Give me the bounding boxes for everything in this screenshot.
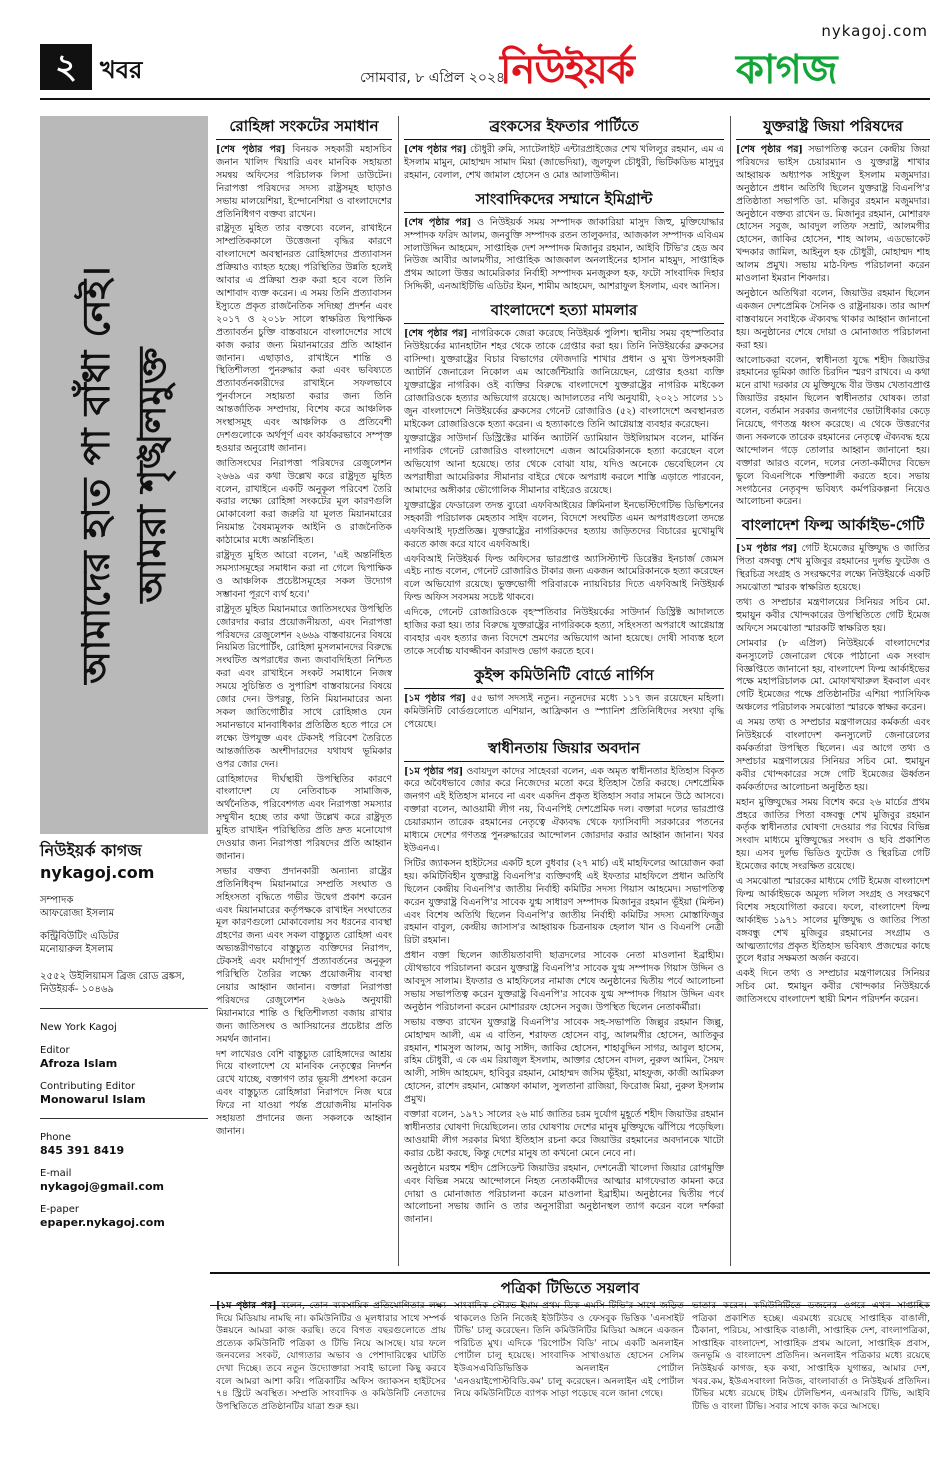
- email-address[interactable]: nykagoj@gmail.com: [40, 1180, 164, 1193]
- paragraph: অনুষ্ঠানে অতিথিরা বলেন, জিয়াউর রহমান ছিলেন একজন দেশপ্রেমিক সৈনিক ও রাষ্ট্রনায়ক। তার আদর্শ বাস্তবায়নে সবাইকে ঐক্যবদ্ধ থাকার আহ্বান জানানো হয়। অনুষ্ঠানের শেষে দোয়া ও মোনাজাত পরিচালনা করা হয়।: [736, 287, 930, 351]
- masthead: [0, 0, 945, 96]
- left-sidebar: [40, 116, 208, 1451]
- paragraph: জাতিসংঘের নিরাপত্তা পরিষদের রেজুলেশন ২৬৬৯ এর কথা উল্লেখ করে রাষ্ট্রদূত মুহিত বলেন, রাখাইনে একটি অনুকূল পরিবেশ তৈরি করার লক্ষ্যে রোহিঙ্গা সংকটের মূল কারণগুলি মোকাবেলা করা জরুরি যা মূলত মিয়ানমারের নিয়মান্ত বৈষম্যমূলক আইনি ও রাজনৈতিক কাঠামোর মধ্যে অন্তর্নিহিত।: [216, 457, 392, 547]
- article-murder-case: [404, 300, 724, 659]
- headline-zia-parishad: যুক্তরাষ্ট্র জিয়া পরিষদের: [736, 116, 930, 140]
- jump-label: [১ম পৃষ্ঠার পর]: [404, 765, 464, 777]
- jump-label: [শেষ পৃষ্ঠার পর]: [736, 144, 803, 155]
- paper-name-bn: নিউইয়র্ক কাগজ: [40, 841, 142, 860]
- paragraph: [404, 766, 724, 856]
- paper-site[interactable]: nykagoj.com: [40, 863, 155, 882]
- slogan-line-1: আমাদের হাত পা বাঁধা নেই।: [74, 266, 118, 684]
- headline-zia-contribution: স্বাধীনতায় জিয়ার অবদান: [404, 738, 724, 762]
- slogan-panel: [40, 116, 208, 834]
- bottom-column-2: সাংবাদিক সৌরভ ইমাম প্রথম ডিক এমসি টিভি'র সাথে জড়িত থাকলেও তিনি নিজেই ইউটিউব ও ফেসবুক ভিত্তিক 'এনসাইট টিভি' চালু করেছেন। তিনি কমিউনিটির মিডিয়া অঙ্গনে একজন পরিচিত মুখ। এদিকে 'রিপোর্টস বিডি' নামে একটি অনলাইন পোর্টাল চালু হয়েছে। সাংবাদিক সাখাওয়াত হোসেন সেলিম ইউএসএবিডিভিত্তিক অনলাইন পোর্টাল 'এনওয়াইপোস্টবিডি.কম' চালু করেছেন। অনলাইন এই পোর্টাল নিয়ে কমিউনিটিতে ব্যাপক সাড়া পড়েছে বলে জানা গেছে।: [454, 1300, 684, 1400]
- headline-film-archive: বাংলাদেশ ফিল্ম আর্কাইভ-গেটি: [736, 515, 930, 539]
- paragraph: অনুষ্ঠানে মরহুম শহীদ প্রেসিডেন্ট জিয়াউর রহমান, দেশনেত্রী খালেদা জিয়ার রোগমুক্তি এবং বিভিন্ন সময়ে আন্দোলনে নিহত নেতাকর্মীদের আত্মার মাগফেরাত কামনা করে দোয়া ও মোনাজাত পরিচালনা করেন মাওলানা ইব্রাহীম। অনুষ্ঠানের দ্বিতীয় পর্বে আলোচনা সভায় জানি ও তার অনুসারীরা অনুষ্ঠানস্থল ত্যাগ করেন বলে দর্শকরা জানান।: [404, 1162, 724, 1226]
- paragraph: [736, 543, 930, 595]
- column-rule: [730, 116, 731, 1266]
- slogan: [68, 125, 180, 825]
- paragraph: যুক্তরাষ্ট্রের সাউদার্ন ডিস্ট্রিক্টের মার্কিন অ্যাটর্নি ড্যামিয়ান উইলিয়ামস বলেন, মার্কিন নাগরিক গেনেট রোজারিও বাংলাদেশে এজন আমেরিকানকে হত্যা করেছেন বলে অভিযোগ আনা হয়েছে। তার থেকে বোঝা যায়, যদিও অনেকে ভেবেছিলেন যে অপরাধীরা আমেরিকার সীমানার বাইরে থেকে অপরাধ করলে শাস্তি এড়াতে পারবেন, আমাদের অঙ্গীকার ভৌগোলিক সীমানার বাইরেও রয়েছে।: [404, 433, 724, 497]
- headline-bronx-iftar: ব্রংকসের ইফতার পার্টিতে: [404, 116, 724, 140]
- logo-site: nykagoj.com: [821, 22, 928, 40]
- jump-label: [শেষ পৃষ্ঠার পর]: [216, 144, 286, 155]
- paragraph: [736, 144, 930, 286]
- issue-date: সোমবার, ৮ এপ্রিল ২০২৪: [360, 70, 506, 86]
- paragraph-text: বলেন, তোন ব্যবসায়িক প্রতিযোগিতার লক্ষ্য দিয়ে মিডিয়ায় নামছি না। কমিউনিটির ও মূলধারার সাথে সম্পর্ক উন্নয়নে আমরা কাজ করছি। তবে বিগত বছরগুলোতে প্রায় প্রত্যেক কমিউনিটি পত্রিকা ও টিভি নিয়ে আসছে। যার ফলে জনবলের সংকট, যোগ্যতার অভাব ও পেশাদারিত্বের ঘাটতি দেখা দিচ্ছে। তবে নতুন উদ্যোক্তারা সবাই ভালো কিছু করবে বলে আমরা আশা করি। পত্রিকাটির অফিস জ্যাকসন হাইটসের ৭৪ স্ট্রিটে অবস্থিত। সম্প্রতি সাংবাদিক ও কমিউনিটি নেতাদের উপস্থিতিতে প্রতিষ্ঠানটির যাত্রা শুরু হয়।: [216, 1300, 446, 1412]
- paragraph: দশ লাখেরও বেশি বাস্তুচ্যুত রোহিঙ্গাদের আশ্রয় দিয়ে বাংলাদেশ যে মানবিক নেতৃত্বের নিদর্শন রেখে যাচ্ছে, বক্তাগণ তার ভূয়সী প্রশংসা করেন এবং বাস্তুচ্যুত রোহিঙ্গারা নিরাপদে নিজ ঘরে ফিরে না যাওয়া পর্যন্ত প্রয়োজনীয় মানবিক সহায়তা প্রদানের জন্য সকলকে আহ্বান জানান।: [216, 1048, 392, 1137]
- paragraph: তথ্য ও সম্প্রচার মন্ত্রণালয়ের সিনিয়র সচিব মো. হুমায়ুন কবীর খোন্দকারের উপস্থিতিতে গেটি ইমেজ অফিসে সমঝোতা স্মারকটি স্বাক্ষরিত হয়।: [736, 597, 930, 634]
- paragraph-text: বিনয়ক সহকারী মহাসচিব জনান খালিদ খিয়ারি এবং মানবিক সহায়তা সমন্বয় অফিসের পরিচালক লিসা ডাউটেন। নিরাপত্তা পরিষদের সদস্য রাষ্ট্রসমূহ ছাড়াও সভায় মালয়েশিয়া, ইন্দোনেশিয়া ও বাংলাদেশের প্রতিনিধিগণ বক্তব্য রাখেন।: [216, 144, 392, 220]
- paragraph: রাষ্ট্রদূত মুহিত মিয়ানমারে জাতিসংঘের উপস্থিতি জোরদার করার প্রয়োজনীয়তা, এবং নিরাপত্তা পরিষদের রেজুলেশন ২৬৬৯ বাস্তবায়নের বিষয়ে নিয়মিত রিপোর্টিং, রোহিঙ্গা মুসলমানদের বিরুদ্ধে সংঘটিত অপরাধের জন্য জবাবদিহিতা নিশ্চিত করা এবং রাখাইনে সংকট সমাধানে নিজস্ব সময়ে সুচিন্তিত ও সুপারিশ বাস্তবায়নের বিষয়ে জোর দেন। উপরন্তু, তিনি মিয়ানমারের অন্য সকল জাতিগোষ্ঠীর সাথে রোহিঙ্গাও যেন সমানভাবে মানবাধিকার প্রতিষ্ঠিত হতে পারে সে লক্ষ্যে উপযুক্ত এবং টেকসই পরিবেশ তৈরিতে আন্তর্জাতিক অংশীদারদের যথাযথ ভূমিকার ওপর জোর দেন।: [216, 603, 392, 770]
- article-immigrant: [404, 189, 724, 294]
- paragraph: রাষ্ট্রদূত মুহিত তার বক্তব্যে বলেন, রাখাইনে সাম্প্রতিককালে উত্তেজনা বৃদ্ধির কারণে বাংলাদেশে অবস্থানরত রোহিঙ্গাদের প্রত্যাবাসন প্রক্রিয়াও ব্যাহত হচ্ছে। পরিস্থিতির উন্নতি হলেই আবার এ প্রক্রিয়া শুরু করা হবে বলে তিনি আশাবাদ ব্যক্ত করেন। এ সময় তিনি প্রত্যাবাসন ইস্যুতে প্রকৃত রাজনৈতিক সদিচ্ছা প্রদর্শন এবং ২০১৭ ও ২০১৮ সালে স্বাক্ষরিত দ্বিপাক্ষিক প্রত্যাবর্তন চুক্তি বাস্তবায়নে বাংলাদেশের সাথে কাজ করার জন্য মিয়ানমারের প্রতি আহ্বান জানান। এছাড়াও, রাখাইনে শান্তি ও স্থিতিশীলতা পুনরুদ্ধার করা এবং ভবিষ্যতে প্রত্যাবর্তনকারীদের রাখাইনে সফলভাবে পুনর্বাসনে সহায়তা করার জন্য তিনি আন্তর্জাতিক সম্প্রদায়, বিশেষ করে আঞ্চলিক সংস্থাসমূহ এবং আঞ্চলিক ও প্রতিবেশী দেশগুলোকে অর্থপূর্ণ এবং কার্যকরভাবে সম্পৃক্ত হওয়ার অনুরোধ জানান।: [216, 223, 392, 454]
- contrib-label: Contributing Editor: [40, 1081, 136, 1092]
- article-film-archive: [736, 515, 930, 1007]
- paragraph: যুক্তরাষ্ট্রের ফেডারেল তদন্ত ব্যুরো এফবিআইয়ের ক্রিমিনাল ইনভেস্টিগেটিভ ডিভিশনের সহকারী পরিচালক মেহতাব সাইদ বলেন, বিদেশে সংঘটিত এমন অপরাধগুলো তদন্তে এফবিআই দৃঢ়প্রতিজ্ঞ। যুক্তরাষ্ট্রের নাগরিকদের হত্যায় জড়িতদের বিচারের মুখোমুখি করতে কাজ করে যাবে এফবিআই।: [404, 499, 724, 550]
- paragraph-text: চৌধুরী রুমি, স্যাটেলাইট এন্টারপ্রাইজের শেখ খলিলুর রহমান, এম এ ইসলাম মামুন, মোহাম্মদ সামাদ মিয়া (জাভেদিয়া), জুলফুল চৌধুরী, ভিটিকডিভ মাসুদুর রহমান, বেলাল, শেখ জামাল হোসেন ও মোঃ আলাউদ্দীন।: [404, 144, 724, 181]
- contrib-label-bn: কন্ট্রিবিউটিং এডিটর: [40, 931, 120, 942]
- article-zia-contribution: [404, 738, 724, 1228]
- paragraph: সভায় বক্তব্য রাখেন যুক্তরাষ্ট্র বিএনপি'র সাবেক সহ-সভাপতি জিল্লুর রহমান জিল্লু, মোহাম্মদ আলী, এম এ বাতিন, শরাফত হোসেন বাবু, আলমগীর হোসেন, আতিকুর রহমান, শামসুল আলম, আবু সাঈদ, জাকির হোসেন, শাহাবুদ্দিন সাগর, আবুল হাসেম, রহিম চৌধুরী, এ কে এম রিয়াজুল ইসলাম, আক্তার হোসেন বাদল, নুরুল আমিন, সৈয়দ আলী, সাঈদ আহমেদ, হাবিবুর রহমান, মোহাম্মদ জসিম ভূঁইয়া, মাহফুজ, কাজী আমিরুল হোসেন, রাশেদ রহমান, মোস্তফা কামাল, সুলতানা রাজিয়া, ফিরোজ মিয়া, নুরুল ইসলাম প্রমুখ।: [404, 1016, 724, 1106]
- article-bronx-iftar: [404, 116, 724, 183]
- phone-number[interactable]: 845 391 8419: [40, 1144, 125, 1157]
- editor-label-bn: সম্পাদক: [40, 895, 74, 906]
- bottom-column-3: ভাতার করেন। কমিউনিটিতে ডজনের ওপরে এখন সাপ্তাহিক পত্রিকা প্রকাশিত হচ্ছে। এরমধ্যে রয়েছে সাপ্তাহিক বাঙালী, ঠিকানা, পরিচয়, সাপ্তাহিক বাঙালী, সাপ্তাহিক দেশ, বাংলাপত্রিকা, সাপ্তাহিক বাংলাদেশ, সাপ্তাহিক প্রথম আলো, সাপ্তাহিক প্রবাস, জনভূমি ও বাংলাদেশ প্রতিদিন। অনলাইন পত্রিকার মধ্যে রয়েছে নিউইয়র্ক কাগজ, হক কথা, সাপ্তাহিক যুগান্তর, আমার দেশ, খবর.কম, ইউএসবাংলা নিউজ, বাংলাবার্তা ও নিউইয়র্ক প্রতিদিন। টিভির মধ্যে রয়েছে টাইম টেলিভিশন, এনআরবি টিভি, আইবি টিভি ও বাংলা টিভি। সবার সাথে কাজ করে আসছে।: [692, 1300, 930, 1412]
- paragraph: [216, 144, 392, 221]
- contrib-name: Monowarul Islam: [40, 1093, 146, 1106]
- paragraph: সিটির জ্যাকসন হাইটসের একটি হলে বুধবার (২৭ মার্চ) এই মাহফিলের আয়োজন করা হয়। কমিটিবিহীন যুক্তরাষ্ট্র বিএনপি'র ব্যক্তিবর্গই এই ইফতার মাহফিলে প্রধান অতিথি ছিলেন কেন্দ্রীয় বিএনপি'র জাতীয় নির্বাহী কমিটির সদস্য গিয়াস আহমেদ। সভাপতিত্ব করেন যুক্তরাষ্ট্র বিএনপি'র সাবেক যুগ্ম সাধারণ সম্পাদক মিজানুর রহমান ভূঁইয়া (মিল্টন) এবং বিশেষ অতিথি ছিলেন বিএনপি'র জাতীয় নির্বাহী কমিটির সদস্য মোস্তাফিজুর রহমান বাবুল, কেন্দ্রীয় জাসাস'র আহ্বায়ক চিত্রনায়ক হেলাল খান ও বিএনপি নেত্রী রিটা রহমান।: [404, 857, 724, 947]
- paragraph: সভার বক্তব্য প্রদানকারী অন্যান্য রাষ্ট্রের প্রতিনিধিবৃন্দ মিয়ানমারে সম্প্রতি সংঘাত ও সহিংসতা বৃদ্ধিতে গভীর উদ্বেগ প্রকাশ করেন এবং মিয়ানমারের কর্তৃপক্ষকে রাখাইন সংঘাতের মূল কারণগুলো মোকাবেলায় সব ধরনের ব্যবস্থা গ্রহণের জন্য এবং সকল বাস্তুচ্যুত রোহিঙ্গা এবং অভ্যন্তরীণভাবে বাস্তুচ্যুত ব্যক্তিদের নিরাপদ, টেকসই এবং মর্যাদাপূর্ণ প্রত্যাবর্তনের অনুকূল পরিস্থিতি তৈরির লক্ষ্যে প্রয়োজনীয় ব্যবস্থা নেয়ার আহ্বান জানান। বক্তারা নিরাপত্তা পরিষদের রেজুলেশন ২৬৬৯ অনুযায়ী মিয়ানমারে শান্তি ও স্থিতিশীলতা বজায় রাখার জন্য জাতিসংঘ ও আসিয়ানের প্রচেষ্টার প্রতি সমর্থন জানান।: [216, 865, 392, 1045]
- paragraph: আলোচকরা বলেন, স্বাধীনতা যুদ্ধে শহীদ জিয়াউর রহমানের ভূমিকা জাতি চিরদিন স্মরণ রাখবে। এ কথা মনে রাখা দরকার যে মুক্তিযুদ্ধে বীর উত্তম খেতাবপ্রাপ্ত জিয়াউর রহমান ছিলেন স্বাধীনতার ঘোষক। তারা বলেন, বর্তমান সরকার জনগণের ভোটাধিকার কেড়ে নিয়েছে, গণতন্ত্র ধ্বংস করেছে। এ থেকে উত্তরণের জন্য সকলকে তারেক রহমানের নেতৃত্বে ঐক্যবদ্ধ হয়ে আন্দোলন গড়ে তোলার আহ্বান জানানো হয়। বক্তারা আরও বলেন, দলের নেতা-কর্মীদের বিভেদ ভুলে বিএনপিকে শক্তিশালী করতে হবে। সভায় সংগঠনের নেতৃবৃন্দ ভবিষ্যৎ কর্মপরিকল্পনা নিয়েও আলোচনা করেন।: [736, 354, 930, 508]
- paragraph: [404, 144, 724, 183]
- paragraph: বক্তারা বলেন, ১৯৭১ সালের ২৬ মার্চ জাতির চরম দুর্যোগ মুহূর্তে শহীদ জিয়াউর রহমান স্বাধীনতার ঘোষণা দিয়েছিলেন। তার ঘোষণায় দেশের মানুষ মুক্তিযুদ্ধে ঝাঁপিয়ে পড়েছিল। আওয়ামী লীগ সরকার মিথ্যা ইতিহাস রচনা করে জিয়াউর রহমানের অবদানকে খাটো করার চেষ্টা করছে, কিন্তু দেশের মানুষ তা কখনো মেনে নেবে না।: [404, 1109, 724, 1159]
- headline-rohingya: রোহিঙ্গা সংকটের সমাধান: [216, 116, 392, 140]
- paragraph: প্রধান বক্তা ছিলেন জাতীয়তাবাদী ছাত্রদলের সাবেক নেতা মাওলানা ইব্রাহীম। যৌথভাবে পরিচালনা করেন যুক্তরাষ্ট্র বিএনপি'র সাবেক যুগ্ম সম্পাদক গিয়াস উদ্দিন ও আবদুস সালাম। ইফতার ও মাহফিলের নামাজ শেষে অনুষ্ঠানের দ্বিতীয় পর্বে আলোচনা সভায় সভাপতিত্ব করেন যুক্তরাষ্ট্র বিএনপি'র সাবেক যুগ্ম সম্পাদক গিয়াস উদ্দিন এবং অনুষ্ঠান পরিচালনা করেন মোশাররফ হোসেন সবুজ। উপস্থিত ছিলেন নেতাকর্মীরা।: [404, 950, 724, 1013]
- paragraph-text: গেটি ইমেজের মুক্তিযুদ্ধ ও জাতির পিতা বঙ্গবন্ধু শেখ মুজিবুর রহমানের দুর্লভ ফুটেজ ও স্থিরচিত্র সংগ্রহ ও সংরক্ষণের লক্ষ্যে নিউইয়র্কে একটি সমঝোতা স্মারক স্বাক্ষরিত হয়েছে।: [736, 543, 930, 594]
- paragraph-text: সভাপতিত্ব করেন কেন্দ্রীয় জিয়া পরিষদের ভাইস চেয়ারম্যান ও যুক্তরাষ্ট্র শাখার আহ্বায়ক অধ্যাপক সাইফুল ইসলাম মজুমদার। অনুষ্ঠানে প্রধান অতিথি ছিলেন যুক্তরাষ্ট্র বিএনপি'র প্রতিষ্ঠাতা সভাপতি ডা. মজিবুর রহমান মজুমদার। অনুষ্ঠানে বক্তব্য রাখেন ড. মিজানুর রহমান, মোশারফ হোসেন সবুজ, আবদুল লতিফ সম্রাট, আলমগীর হোসেন, জাকির হোসেন, শাহ আলম, এডভোকেট খন্দকার জামিল, আইনুল হক চৌধুরী, মোহাম্মদ শাহ আলম প্রমুখ। সভায় মাঠ-ফিল্ড পরিচালনা করেন মাওলানা ইমরান শিকদার।: [736, 144, 930, 285]
- paragraph: [404, 217, 724, 294]
- paragraph-text: নাগরিককে জেরা করেছে নিউইয়র্ক পুলিশ। স্থানীয় সময় বৃহস্পতিবার নিউইয়র্কের ম্যানহাটান শহর থেকে তাকে গ্রেপ্তার করা হয়। তিনি নিউইয়র্কের ব্রুকসের বাসিন্দা। যুক্তরাষ্ট্রের বিচার বিভাগের ফৌজদারি শাখার প্রধান ও মুখ্য উপসহকারী অ্যাটর্নি জেনারেল নিকোল এম আর্জেন্টিয়ারি জানিয়েছেন, গ্রেপ্তার হওয়া ব্যক্তি যুক্তরাষ্ট্রের নাগরিক। ওই ব্যক্তির বিরুদ্ধে বাংলাদেশে যুক্তরাষ্ট্রের নাগরিক মাইকেল রোজারিওকে হত্যার অভিযোগ রয়েছে। আদালতের নথি অনুযায়ী, ২০২১ সালের ১১ জুন বাংলাদেশে নিউইয়র্কের ব্রুকসের গেনেট রোজারিও (৫২) বাংলাদেশে অবস্থানরত মাইকেল রোজারিওকে হত্যা করেন। এ হত্যাকাণ্ডে তিনি আগ্নেয়াস্ত্র ব্যবহার করেছেন।: [404, 328, 724, 430]
- paragraph: সোমবার (৮ এপ্রিল) নিউইয়র্কে বাংলাদেশের কনস্যুলেট জেনারেল থেকে পাঠানো এক সংবাদ বিজ্ঞপ্তিতে জানানো হয়, বাংলাদেশ ফিল্ম আর্কাইভের পক্ষে মহাপরিচালক মো. মোফাখখারুল ইকবাল এবং গেটি ইমেজের পক্ষে প্রতিষ্ঠানটির এশিয়া প্যাসিফিক অঞ্চলের পরিচালক সমঝোতা স্মারকে স্বাক্ষর করেন।: [736, 637, 930, 714]
- editor-label: Editor: [40, 1045, 70, 1056]
- article-zia-parishad: [736, 116, 930, 509]
- slogan-line-2: আমরা শৃঙ্খলমুক্ত: [130, 347, 174, 603]
- phone-label: Phone: [40, 1132, 71, 1143]
- paragraph: রোহিঙ্গাদের দীর্ঘস্থায়ী উপস্থিতির কারণে বাংলাদেশ যে নেতিবাচক সামাজিক, অর্থনৈতিক, পরিবেশগত এবং নিরাপত্তা সমস্যার সম্মুখীন হচ্ছে তার কথা উল্লেখ করে রাষ্ট্রদূত মুহিত রাখাইন পরিস্থিতির প্রতি দ্রুত মনোযোগ দেওয়ার জন্য নিরাপত্তা পরিষদের প্রতি আহ্বান জানান।: [216, 773, 392, 862]
- jump-label: [শেষ পৃষ্ঠার পর]: [404, 144, 467, 155]
- column-rule: [398, 116, 399, 1266]
- paragraph: রাষ্ট্রদূত মুহিত আরো বলেন, 'এই অন্তর্নিহিত সমস্যাসমূহের সমাধান করা না গেলে দ্বিপাক্ষিক ও আঞ্চলিক প্রচেষ্টাসমূহের সকল উদ্যোগ সম্ভাবনা পূরণে ব্যর্থ হবে।': [216, 550, 392, 600]
- paragraph: [404, 328, 724, 431]
- newspaper-logo: [500, 22, 940, 92]
- logo-part-red: নিউইয়র্ক: [500, 47, 634, 93]
- epaper-link[interactable]: epaper.nykagoj.com: [40, 1216, 165, 1229]
- center-column: [404, 116, 724, 1266]
- contrib-name-bn: মনোয়ারুল ইসলাম: [40, 944, 114, 955]
- paper-name-en: New York Kagoj: [40, 1022, 117, 1033]
- jump-label: [১ম পৃষ্ঠার পর]: [216, 1300, 277, 1311]
- headline-tv-flood: পত্রিকা টিভিতে সয়লাব: [210, 1272, 930, 1306]
- editor-name: Afroza Islam: [40, 1057, 118, 1070]
- paragraph: এ সময় তথ্য ও সম্প্রচার মন্ত্রণালয়ের কর্মকর্তা এবং নিউইয়র্কে বাংলাদেশ কনস্যুলেট জেনারেলের কর্মকর্তারা উপস্থিত ছিলেন। এর আগে তথ্য ও সম্প্রচার মন্ত্রণালয়ের সিনিয়র সচিব মো. হুমায়ুন কবীর খোন্দকারের সঙ্গে গেটি ইমেজের ঊর্ধ্বতন কর্মকর্তাদের আলোচনা অনুষ্ঠিত হয়।: [736, 717, 930, 793]
- section-name: খবর: [100, 56, 143, 84]
- jump-label: [শেষ পৃষ্ঠার পর]: [404, 216, 472, 228]
- epaper-label: E-paper: [40, 1204, 80, 1215]
- logo-part-green: কাগজ: [736, 47, 838, 93]
- right-column: [736, 116, 930, 1266]
- jump-label: [১ম পৃষ্ঠার পর]: [404, 692, 466, 704]
- paragraph: এদিকে, গেনেট রোজারিওকে বৃহস্পতিবার নিউইয়র্কের সাউদার্ন ডিস্ট্রিক্ট আদালতে হাজির করা হয়। তার বিরুদ্ধে যুক্তরাষ্ট্রের নাগরিককে হত্যা, সহিংসতা অপরাধে আগ্নেয়াস্ত্র ব্যবহার এবং হত্যার জন্য বিদেশে ভ্রমণের অভিযোগ আনা হয়েছে। দোষী সাব্যস্ত হলে তাকে সর্বোচ্চ যাবজ্জীবন কারাদণ্ড ভোগ করতে হবে।: [404, 607, 724, 657]
- imprint: [40, 840, 208, 1229]
- paragraph-text: ও নিউইয়র্ক সময় সম্পাদক জাকারিয়া মাসুদ জিহু, মুক্তিযোদ্ধার সম্পাদক ফরিদ আলম, জনবুক্তি সম্পাদক রতন তালুকদার, আজকাল সম্পাদক এবিএম সালাউদ্দিন আহমেদ, সাপ্তাহিক দেশ সম্পাদক মিজানুর রহমান, আইবি টিভি'র হেড অব নিউজ আবীর আলমগীর, সাপ্তাহিক আজকাল অনলাইনের হাসান মাহমুদ, সাপ্তাহিক প্রথম আলো উত্তর আমেরিকার নির্বাহী সম্পাদক মনজুরুল হক, ফটো সাংবাদিক দিহার সিদ্দিকী, এনআইটিভি এডিটর ইমন, শামীম আহমেদ, আশরাফুল ইসলাম, এবং আনিস।: [404, 216, 724, 293]
- headline-queens-board: কুইন্স কমিউনিটি বোর্ডে নার্গিস: [404, 665, 724, 689]
- paragraph-text: ওবায়দুল কাদের সাহেবরা বলেন, এক অমৃত স্বাধীনতার ইতিহাস বিকৃত করে অবৈধভাবে জোর করে নিজেদের মতো করে ইতিহাস তৈরি করছে। দেশপ্রেমিক জনগণ এই ইতিহাস মানবে না এবং একদিন প্রকৃত ইতিহাস সবার সামনে উঠে আসবে। বক্তারা বলেন, আওয়ামী লীগ নয়, বিএনপিই দেশপ্রেমিক দল। বক্তারা দলের ভারপ্রাপ্ত চেয়ারম্যান তারেক রহমানের নেতৃত্বে ঐক্যবদ্ধ থেকে ফ্যাসিবাদী সরকারের পতনের মাধ্যমে দেশের গণতন্ত্র পুনরুদ্ধারের আন্দোলন জোরদার করার আহ্বান জানান। খবর ইউএনএ।: [404, 765, 724, 854]
- paragraph: একই দিনে তথ্য ও সম্প্রচার মন্ত্রণালয়ের সিনিয়র সচিব মো. হুমায়ুন কবীর খোন্দকার নিউইয়র্কে জাতিসংঘে বাংলাদেশ স্থায়ী মিশন পরিদর্শন করেন।: [736, 968, 930, 1006]
- paragraph: মহান মুক্তিযুদ্ধের সময় বিশেষ করে ২৬ মার্চের প্রথম প্রহরে জাতির পিতা বঙ্গবন্ধু শেখ মুজিবুর রহমান কর্তৃক স্বাধীনতার ঘোষণা দেওয়ার পর বিশ্বের বিভিন্ন সংবাদ মাধ্যমে মুক্তিযুদ্ধের সংবাদ ও ছবি প্রকাশিত হয়। এসব দুর্লভ ভিডিও ফুটেজ ও স্থিরচিত্র গেটি ইমেজের কাছে সংরক্ষিত রয়েছে।: [736, 796, 930, 873]
- jump-label: [শেষ পৃষ্ঠার পর]: [404, 328, 468, 340]
- paragraph: এ সমঝোতা স্মারকের মাধ্যমে গেটি ইমেজ বাংলাদেশ ফিল্ম আর্কাইভকে অমূল্য দলিল সংগ্রহ ও সংরক্ষণে বিশেষ সহযোগিতা করবে। ফলে, বাংলাদেশ ফিল্ম আর্কাইভ ১৯৭১ সালের মুক্তিযুদ্ধ ও জাতির পিতা বঙ্গবন্ধু শেখ মুজিবুর রহমানের সংগ্রাম ও আত্মত্যাগের প্রকৃত ইতিহাস ভবিষ্যৎ প্রজন্মের কাছে তুলে ধরার সক্ষমতা অর্জন করবে।: [736, 876, 930, 965]
- paragraph: [404, 693, 724, 732]
- jump-label: [১ম পৃষ্ঠার পর]: [736, 543, 798, 555]
- paragraph: এফবিআই নিউইয়র্ক ফিল্ড অফিসের ভারপ্রাপ্ত অ্যাসিস্ট্যান্ট ডিরেক্টর ইনচার্জ জেমস এইচ ন্যান্ড বলেন, গেনেট রোজারিও টাকার জন্য একজন আমেরিকানকে হত্যা করেছেন বলে অভিযোগ রয়েছে। ভুক্তভোগী পরিবারকে ন্যায়বিচার দিতে এফবিআই নিউইয়র্ক ফিল্ড অফিস সবসময় সচেষ্ট থাকবে।: [404, 553, 724, 604]
- editor-name-bn: আফরোজা ইসলাম: [40, 908, 115, 919]
- headline-immigrant: সাংবাদিকদের সম্মানে ইমিগ্রান্ট: [404, 189, 724, 213]
- email-label: E-mail: [40, 1168, 72, 1179]
- page-number: ২: [40, 44, 92, 90]
- imprint-divider: [40, 1008, 208, 1009]
- article-queens-board: [404, 665, 724, 732]
- article-rohingya: [216, 116, 392, 1266]
- paragraph-text: ৫৫ ভাগ সদস্যই নতুন। নতুনদের মধ্যে ১১৭ জন রয়েছেন মহিলা। কমিউনিটি বোর্ডগুলোতে এশিয়ান, আফ্রিকান ও স্প্যানিশ প্রতিনিধিদের সংখ্যা বৃদ্ধি পেয়েছে।: [404, 692, 724, 730]
- address-bn: ২৫৫২ উইলিয়ামস ব্রিজ রোড ব্রঙ্কস, নিউইয়র্ক- ১০৪৬৯: [40, 971, 185, 995]
- bottom-column-1: [216, 1300, 446, 1450]
- headline-murder-case: বাংলাদেশে হত্যা মামলার: [404, 300, 724, 324]
- masthead-rule: [40, 98, 930, 100]
- imprint-divider-2: [40, 1118, 208, 1119]
